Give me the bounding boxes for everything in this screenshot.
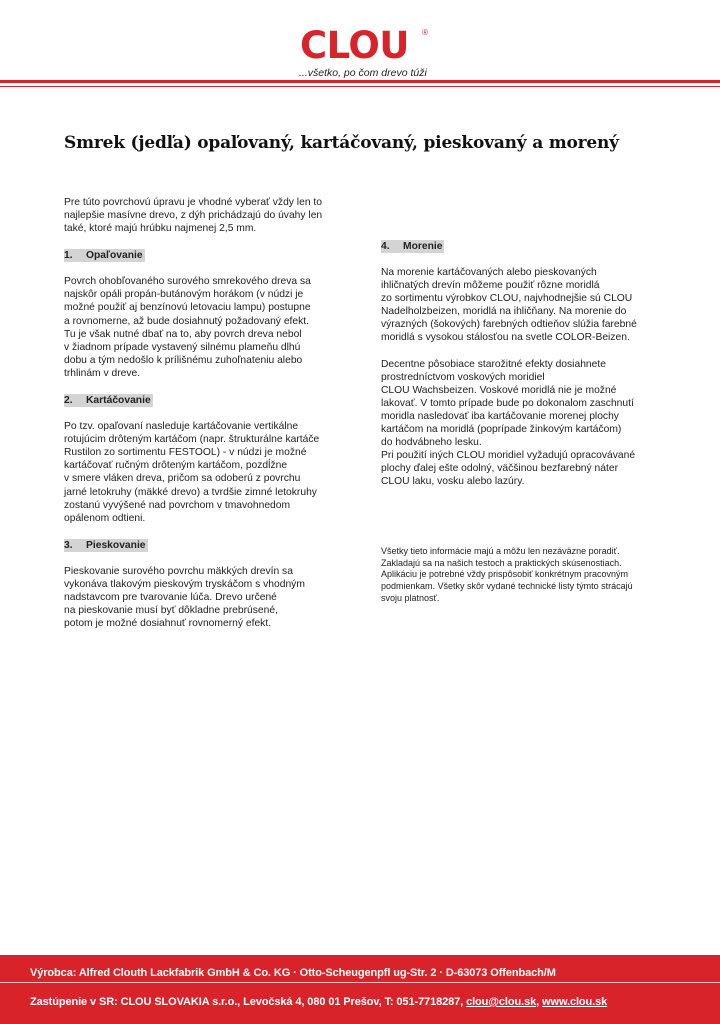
header-divider-thin [0, 86, 720, 87]
intro-paragraph: Pre túto povrchovú úpravu je vhodné vyberať vždy len to najlepšie masívne drevo, z dýh prichádzajú do úvahy len také, ktoré majú hrúbku najmenej 2,5 mm. [64, 197, 323, 235]
right-column [381, 240, 671, 489]
paragraph-gap [381, 345, 671, 358]
section-text-opalovanie: Povrch ohobľovaného surového smrekového dreva sa najskôr opáli propán-butánovým horákom (v núdzi je možné použiť aj benzínovú letovaciu lampu) postupne a rovnomerne, až bude dosiahnutý požadovaný efekt. Tu je však nutné dbať na to, aby povrch dreva nebol v žiadnom prípade vystavený silnému plameňu dlhú dobu a tým nedošlo k prílišnému zuhoľnateniu alebo trhlinám v dreve. [64, 276, 311, 379]
page-footer [0, 955, 720, 1024]
representative-info [30, 996, 607, 1008]
logo-wordmark: CLOU [300, 24, 409, 67]
section-text-morenie: Na morenie kartáčovaných alebo pieskovaných ihličnatých drevín môžeme použiť rôzne moridlá zo sortimentu výrobkov CLOU, najvhodnejšie sú CLOU Nadelholzbeizen, moridlá na ihličňany. Na morenie do výrazných (šokových) farebných odtieňov slúžia farebné moridlá s vysokou stálosťou na svetle COLOR-Beizen. [381, 267, 637, 344]
section-heading-kartacovanie [64, 394, 153, 407]
contact-separator: , [536, 996, 543, 1008]
registered-mark: ® [422, 28, 428, 37]
section-heading-opalovanie [64, 249, 145, 262]
section-number: 4. [381, 241, 390, 252]
email-link[interactable]: clou@clou.sk [466, 996, 537, 1008]
disclaimer-note: Všetky tieto informácie majú a môžu len nezáväzne poradiť. Zakladajú sa na našich testoch a praktických skúsenostiach. Aplikáciu je potrebné vždy prispôsobiť konkrétnym pracovným podmienkam. Všetky skôr vydané technické listy týmto strácajú svoju platnosť. [381, 546, 633, 603]
section-title: Kartáčovanie [86, 395, 151, 407]
website-link[interactable]: www.clou.sk [542, 996, 608, 1008]
section-text-pieskovanie: Pieskovanie surového povrchu mäkkých drevín sa vykonáva tlakovým pieskovým tryskáčom s vhodným nadstavcom pre tvarovanie lúča. Drevo určené na pieskovanie musí byť dôkladne prebrúsené, potom je možné dosiahnuť rovnomerný efekt. [64, 565, 305, 630]
section-title: Opaľovanie [86, 250, 143, 262]
section-number: 3. [64, 539, 73, 551]
page-header [0, 0, 720, 96]
manufacturer-info: Výrobca: Alfred Clouth Lackfabrik GmbH & Co. KG · Otto-Scheugenpfl ug-Str. 2 · D-63073 Offenbach/M [30, 967, 556, 979]
left-column [64, 196, 354, 630]
section-title: Pieskovanie [86, 539, 146, 551]
section-number: 2. [64, 395, 73, 407]
clou-logo [300, 26, 428, 66]
section-heading-morenie [381, 240, 444, 253]
document-title: Smrek (jedľa) opaľovaný, kartáčovaný, pieskovaný a morený [64, 133, 619, 153]
section-text-kartacovanie: Po tzv. opaľovaní nasleduje kartáčovanie vertikálne rotujúcim drôteným kartáčom (napr. štrukturálne kartáče Rustilon zo sortimentu FESTOOL) - v núdzi je možné kartáčovať ručným drôteným kartáčom, pozdĺžne v smere vláken dreva, pričom sa odoberú z povrchu jarné letokruhy (mäkké drevo) a tvrdšie zimné letokruhy zostanú vyvýšené nad povrchom v tmavohnedom opálenom odtieni. [64, 421, 320, 524]
section-text-morenie-continued: Decentne pôsobiace starožitné efekty dosiahnete prostredníctvom voskových moridiel CLOU Wachsbeizen. Voskové moridlá nie je možné lakovať. V tomto prípade bude po dokonalom zaschnutí moridla nasledovať iba kartáčovanie morenej plochy kartáčom na moridlá (poprípade žinkovým kartáčom) do hodvábneho lesku. Pri použití iných CLOU moridiel vyžadujú opracovávané plochy ďalej ešte odolný, väčšinou bezfarebný náter CLOU laku, vosku alebo lazúry. [381, 358, 636, 488]
representative-address: Zastúpenie v SR: CLOU SLOVAKIA s.r.o., Levočská 4, 080 01 Prešov, T: 051-7718287, [30, 996, 467, 1008]
footer-divider [0, 982, 720, 983]
section-heading-pieskovanie [64, 539, 148, 552]
section-number: 1. [64, 250, 73, 262]
section-title: Morenie [403, 241, 443, 252]
brand-tagline: ...všetko, po čom drevo túži [299, 67, 427, 79]
header-divider [0, 80, 720, 83]
